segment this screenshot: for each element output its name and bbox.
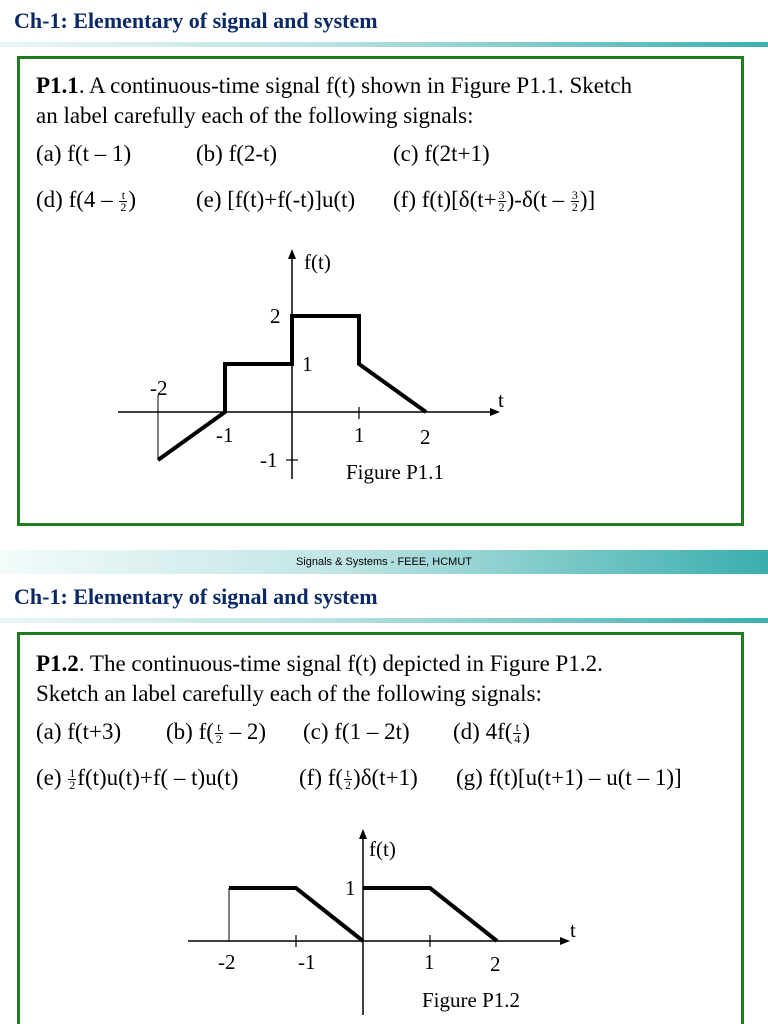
slide2-item-a: (a) f(t+3) <box>36 719 122 744</box>
slide2-accent-line <box>0 618 768 623</box>
fraction: $\frac{t}{4}$ <box>514 720 521 747</box>
y-tick-label-2: 2 <box>270 304 281 328</box>
fraction: $\frac{t}{2}$ <box>345 766 352 793</box>
y-axis-arrow <box>359 829 367 839</box>
signal-f-p1-2-right <box>363 888 497 941</box>
slide2-item-g: (g) f(t)[u(t+1) – u(t – 1)] <box>456 765 682 790</box>
y-axis-arrow <box>288 249 296 259</box>
x-axis-arrow <box>560 937 570 945</box>
fraction: $\frac{3}{2}$ <box>498 188 505 215</box>
slide1-item-f: (f) f(t)[δ(t+ $\frac{3}{2}$ )-δ(t – $\frac{3}{2}$ )] <box>393 187 596 215</box>
x-tick-label-minus1: -1 <box>298 950 316 974</box>
fraction: $\frac{t}{2}$ <box>215 720 222 747</box>
slide2-item-b: (b) f( $\frac{t}{2}$ – 2) <box>166 719 267 747</box>
footer-bar <box>0 550 768 574</box>
slide1-problem-line1: . A continuous-time signal f(t) shown in Figure P1.1. Sketch <box>78 73 633 98</box>
figure-caption: Figure P1.1 <box>346 460 445 484</box>
x-tick-label-minus1: -1 <box>216 423 234 447</box>
slide2-title: Ch-1: Elementary of signal and system <box>14 584 378 609</box>
slide1-item-a: (a) f(t – 1) <box>36 141 132 166</box>
x-axis-label: t <box>570 918 576 942</box>
slide1-item-e: (e) [f(t)+f(-t)]u(t) <box>196 187 356 212</box>
slide2-item-e: (e) $\frac{1}{2}$ f(t)u(t)+f( – t)u(t) <box>36 765 239 793</box>
footer-text: Signals & Systems - FEEE, HCMUT <box>295 556 473 568</box>
slide2-problem-number: P1.2 <box>36 651 79 676</box>
slide2-problem-line1: . The continuous-time signal f(t) depicted in Figure P1.2. <box>78 651 603 676</box>
slide2-problem-line2: Sketch an label carefully each of the following signals: <box>36 681 542 706</box>
slide1-item-b: (b) f(2-t) <box>196 141 278 166</box>
slide2-problem-statement <box>36 649 603 679</box>
y-tick-label-1: 1 <box>302 352 313 376</box>
x-tick-label-minus2: -2 <box>150 376 168 400</box>
slide2-item-f: (f) f( $\frac{t}{2}$ )δ(t+1) <box>299 765 418 793</box>
x-axis-label: t <box>498 388 504 412</box>
x-tick-label-2: 2 <box>420 425 431 449</box>
x-tick-label-2: 2 <box>490 952 501 976</box>
x-tick-label-1: 1 <box>424 950 435 974</box>
slide1-title: Ch-1: Elementary of signal and system <box>14 8 378 33</box>
fraction: $\frac{3}{2}$ <box>571 188 578 215</box>
slide1-problem-box <box>17 56 744 526</box>
slide1-problem-line2: an label carefully each of the following signals: <box>36 103 474 128</box>
figure-p1-1 <box>100 247 520 517</box>
x-tick-label-1: 1 <box>354 423 365 447</box>
slide1-problem-number: P1.1 <box>36 73 79 98</box>
y-axis-label: f(t) <box>369 837 396 861</box>
y-axis-label: f(t) <box>304 250 331 274</box>
signal-f-p1-2-left <box>229 888 363 941</box>
slide1-item-d: (d) f(4 – $\frac{t}{2}$ ) <box>36 187 137 215</box>
figure-p1-2 <box>180 825 620 1024</box>
slide2-item-d: (d) 4f( $\frac{t}{4}$ ) <box>453 719 531 747</box>
slide1-header <box>0 0 768 44</box>
fraction: $\frac{1}{2}$ <box>69 766 76 793</box>
slide2-header <box>0 576 768 620</box>
y-tick-label-minus1: -1 <box>260 448 278 472</box>
slide1-item-c: (c) f(2t+1) <box>393 141 490 166</box>
slide1-problem-statement <box>36 71 632 101</box>
fraction: $\frac{t}{2}$ <box>120 188 127 215</box>
figure-caption: Figure P1.2 <box>422 988 521 1012</box>
slide2-problem-box <box>17 632 744 1024</box>
y-tick-label-1: 1 <box>345 876 356 900</box>
slide2-item-c: (c) f(1 – 2t) <box>303 719 410 744</box>
slide1-accent-line <box>0 42 768 47</box>
x-tick-label-minus2: -2 <box>218 950 236 974</box>
